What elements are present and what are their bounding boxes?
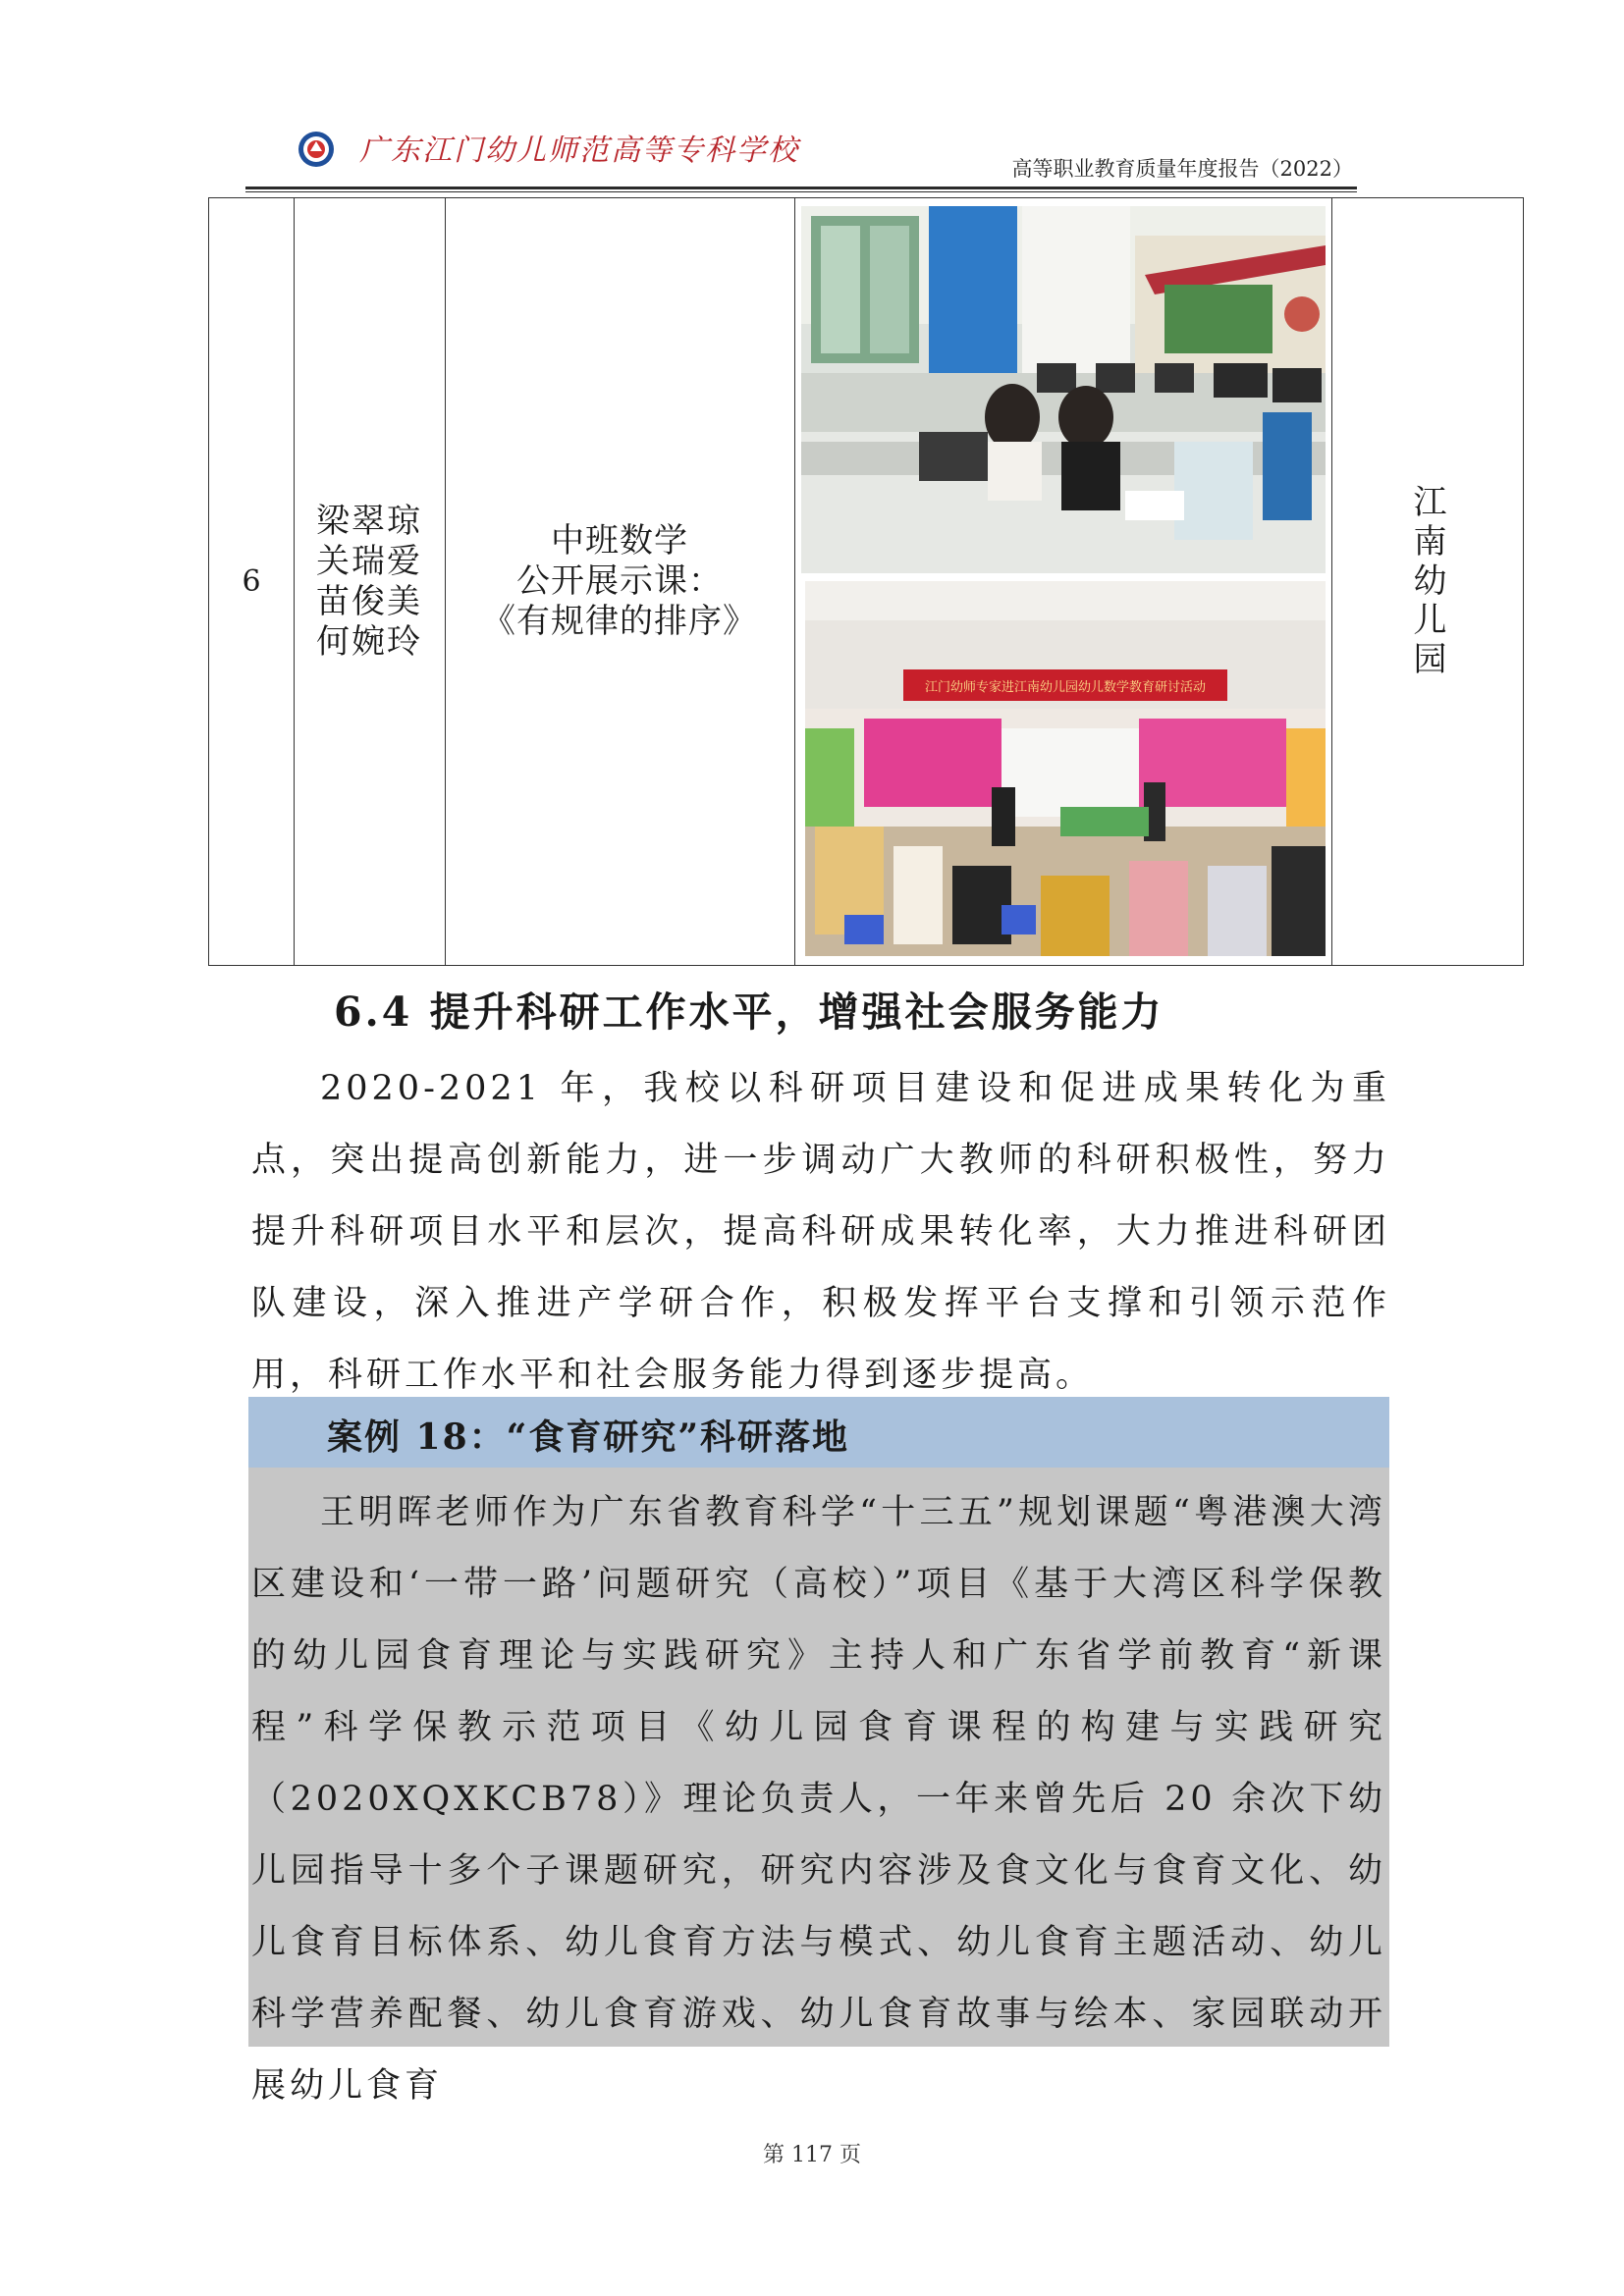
- seminar-photo: [805, 581, 1326, 956]
- location-cell: [1331, 198, 1523, 965]
- school-name: 广东江门幼儿师范高等专科学校: [359, 133, 799, 168]
- teacher-name: 梁翠琼: [316, 501, 422, 541]
- header-divider-thin: [245, 191, 1357, 192]
- row-number: 6: [242, 564, 261, 599]
- course-line: 公开展示课：: [516, 561, 723, 601]
- course-line: 中班数学: [551, 521, 688, 561]
- photo-banner-text: 江门幼师专家进江南幼儿园幼儿数学教育研讨活动: [924, 680, 1207, 695]
- section-paragraph: 2020-2021 年，我校以科研项目建设和促进成果转化为重点，突出提高创新能力，进一步调动广大教师的科研积极性，努力提升科研项目水平和层次，提高科研成果转化率，大力推进科研团队建设，深入推进产学研合作，积极发挥平台支撑和引领示范作用，科研工作水平和社会服务能力得到逐步提高。: [251, 1069, 1390, 1395]
- school-logo-icon: [297, 130, 336, 169]
- column-divider: [794, 198, 795, 965]
- course-line: 《有规律的排序》: [482, 602, 757, 641]
- header-divider: [245, 187, 1357, 189]
- activity-table-row: [208, 197, 1524, 966]
- teacher-name: 苗俊美: [316, 581, 422, 621]
- classroom-photo: [801, 206, 1326, 573]
- page-number: 第 117 页: [763, 2143, 861, 2167]
- location-name: 江南幼儿园: [1407, 483, 1446, 680]
- teacher-name: 关瑞爱: [316, 541, 422, 581]
- case-paragraph: 王明晖老师作为广东省教育科学“十三五”规划课题“粤港澳大湾区建设和‘一带一路’问题研究（高校）”项目《基于大湾区科学保教的幼儿园食育理论与实践研究》主持人和广东省学前教育“新课程”科学保教示范项目《幼儿园食育课程的构建与实践研究（2020XQXKCB78）》理论负责人，一年来曾先后 20 余次下幼儿园指导十多个子课题研究，研究内容涉及食文化与食育文化、幼儿食育目标体系、幼儿食育方法与模式、幼儿食育主题活动、幼儿科学营养配餐、幼儿食育游戏、幼儿食育故事与绘本、家园联动开展幼儿食育: [251, 1493, 1386, 2106]
- teacher-names-cell: [294, 198, 445, 965]
- report-title: 高等职业教育质量年度报告（2022）: [1011, 157, 1353, 181]
- course-cell: [445, 198, 794, 965]
- case-title: 案例 18：“食育研究”科研落地: [327, 1416, 850, 1458]
- teacher-name: 何婉玲: [316, 621, 422, 662]
- section-heading: 6.4 提升科研工作水平，增强社会服务能力: [334, 988, 1164, 1036]
